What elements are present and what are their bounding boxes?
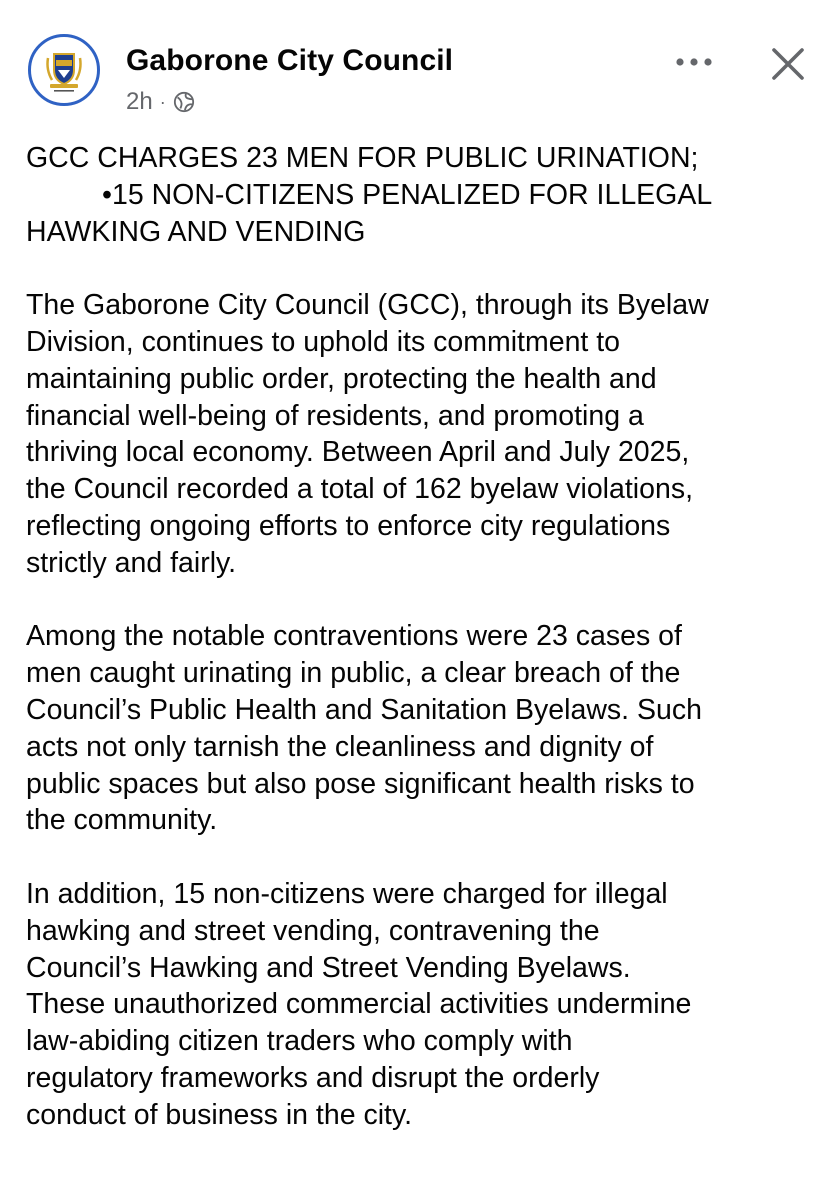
post-headline <box>26 140 816 250</box>
globe-icon <box>173 91 195 113</box>
body-line: Among the notable contraventions were 23 cases of <box>26 620 682 653</box>
close-button[interactable] <box>764 40 812 88</box>
body-line: Division, continues to uphold its commitment to <box>26 325 621 358</box>
body-line: Council’s Hawking and Street Vending Byelaws. <box>26 951 631 984</box>
meta-separator: · <box>159 91 166 112</box>
body-line: financial well-being of residents, and promoting a <box>26 399 644 432</box>
headline-line: GCC CHARGES 23 MEN FOR PUBLIC URINATION; <box>26 142 699 174</box>
post-timestamp[interactable]: 2h <box>126 88 153 115</box>
body-line: In addition, 15 non-citizens were charged for illegal <box>26 877 668 910</box>
body-line: conduct of business in the city. <box>26 1098 413 1131</box>
more-options-icon <box>674 57 714 67</box>
post-meta <box>126 88 195 116</box>
body-line: Council’s Public Health and Sanitation Byelaws. Such <box>26 693 702 726</box>
close-icon <box>771 47 805 81</box>
body-line: hawking and street vending, contravening the <box>26 914 600 947</box>
body-line: The Gaborone City Council (GCC), through its Byelaw <box>26 289 709 322</box>
headline-line: •15 NON-CITIZENS PENALIZED FOR ILLEGAL <box>102 178 713 211</box>
post-header <box>0 0 835 130</box>
body-line: acts not only tarnish the cleanliness and dignity of <box>26 730 654 763</box>
page-avatar[interactable] <box>28 34 100 106</box>
body-line: thriving local economy. Between April and July 2025, <box>26 436 690 469</box>
body-line: maintaining public order, protecting the health and <box>26 362 657 395</box>
body-line: the Council recorded a total of 162 byelaw violations, <box>26 473 693 506</box>
body-line: men caught urinating in public, a clear breach of the <box>26 657 681 690</box>
paragraph-urination <box>26 618 816 839</box>
headline-line: HAWKING AND VENDING <box>26 215 366 248</box>
body-line: regulatory frameworks and disrupt the orderly <box>26 1061 600 1094</box>
body-line: law-abiding citizen traders who comply with <box>26 1025 573 1058</box>
post-body <box>26 140 816 1170</box>
more-options-button[interactable] <box>672 48 716 76</box>
paragraph-intro <box>26 287 816 581</box>
body-line: the community. <box>26 804 218 837</box>
body-line: These unauthorized commercial activities undermine <box>26 988 692 1021</box>
body-line: strictly and fairly. <box>26 546 237 579</box>
council-crest-logo <box>34 40 94 100</box>
paragraph-hawking <box>26 876 816 1134</box>
body-line: public spaces but also pose significant health risks to <box>26 767 695 800</box>
body-line: reflecting ongoing efforts to enforce city regulations <box>26 509 671 542</box>
page-name[interactable]: Gaborone City Council <box>126 44 454 77</box>
